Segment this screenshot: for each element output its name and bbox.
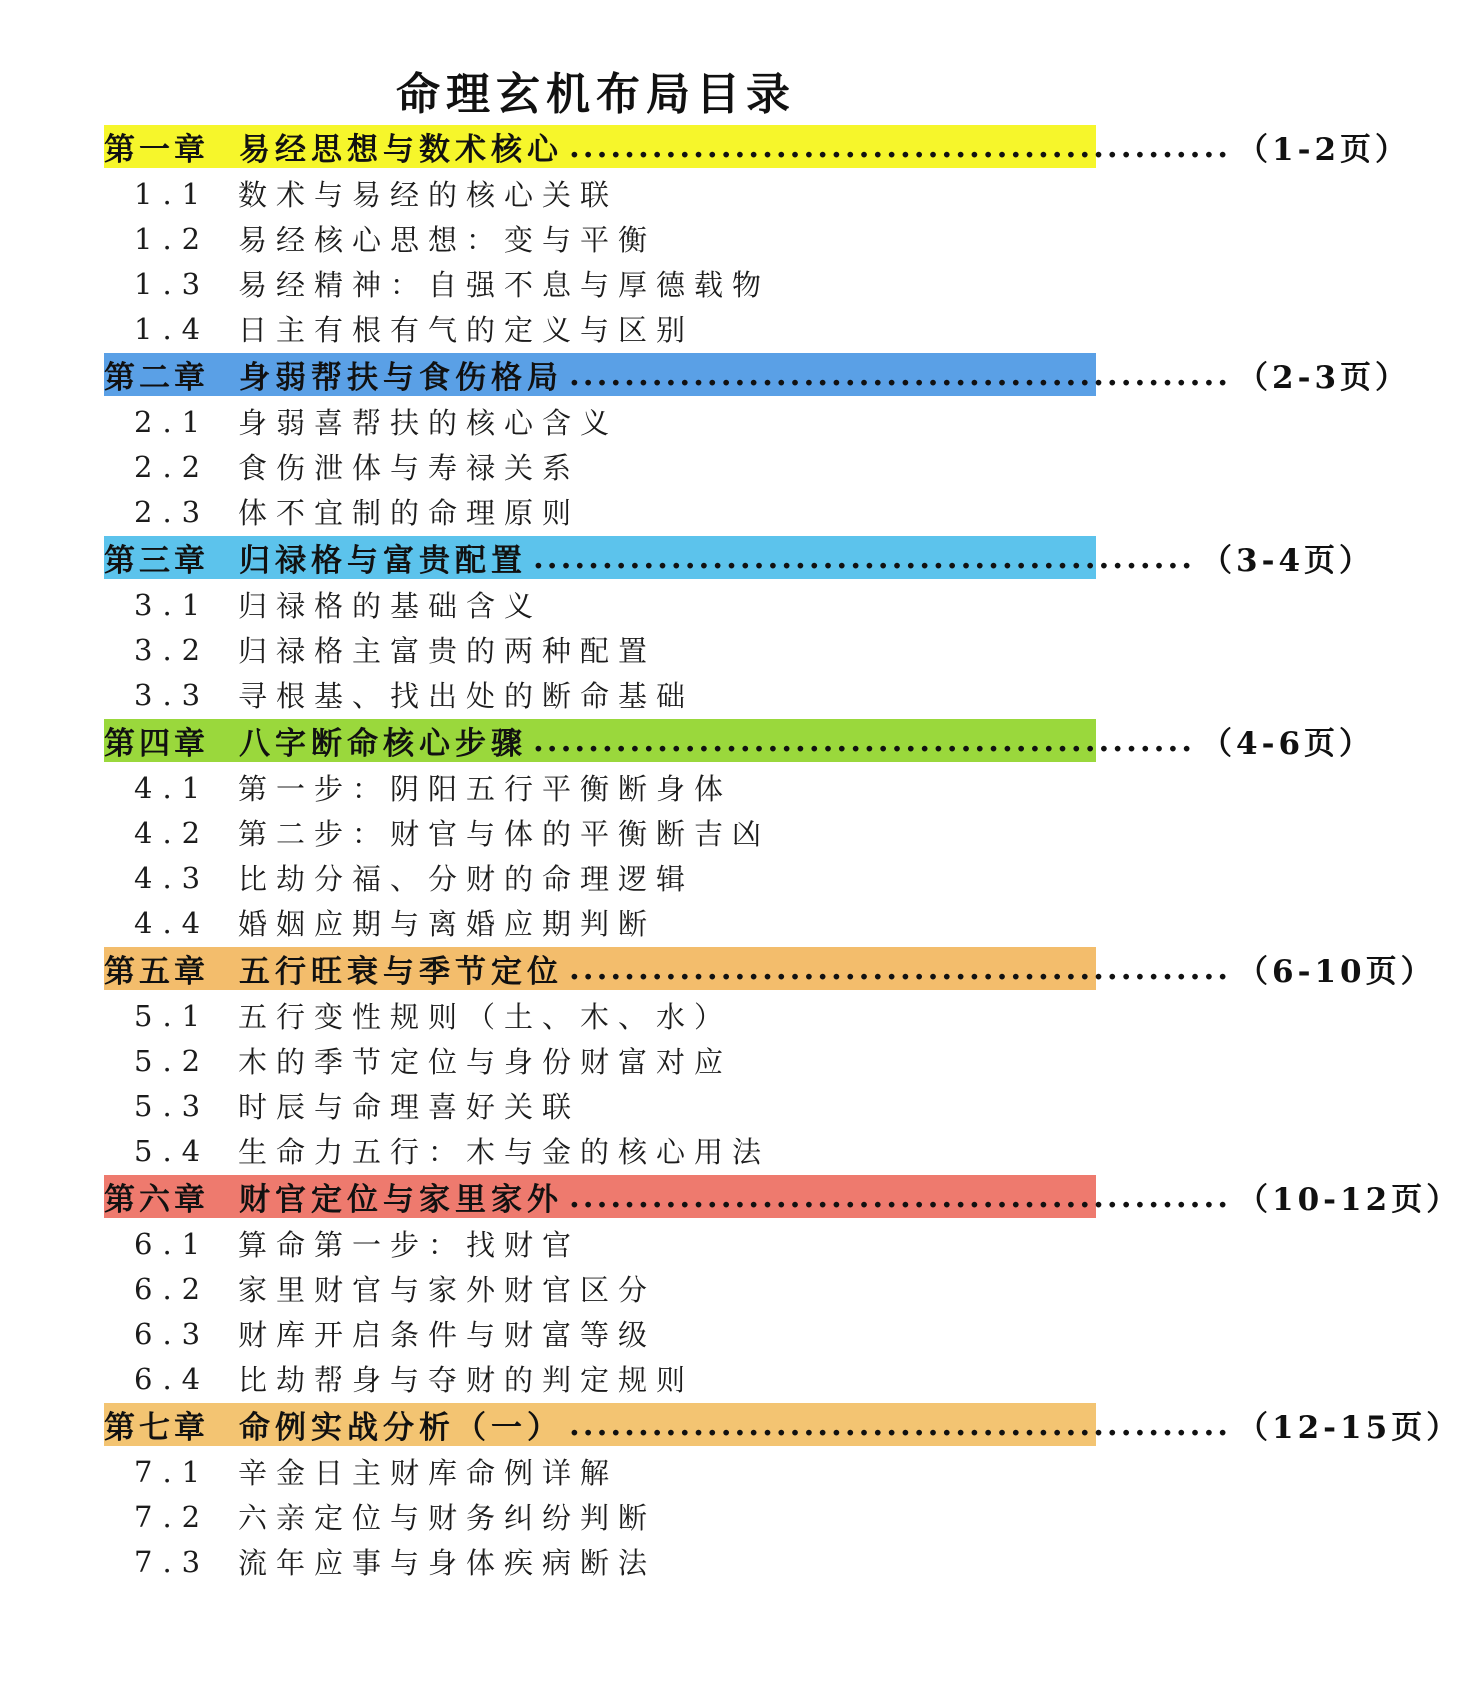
dot-leader: ................................................ [569, 1178, 1232, 1215]
section-number: 3.1 [134, 587, 211, 622]
section-item [104, 855, 1096, 900]
chapter-label: 第二章 [104, 360, 209, 396]
section-number: 1.1 [134, 176, 211, 211]
chapter-page-range: （12-15页） [1237, 1410, 1462, 1446]
section-item [104, 399, 1096, 444]
chapter-heading-bar [104, 536, 1375, 579]
chapter-title: 易经思想与数术核心 [239, 132, 563, 168]
section-number: 2.2 [134, 449, 211, 484]
section-title: 木的季节定位与身份财富对应 [238, 1045, 733, 1079]
table-of-contents [104, 125, 1462, 1586]
chapter [104, 719, 1375, 947]
chapter-label: 第六章 [104, 1182, 209, 1218]
chapter [104, 125, 1411, 353]
section-item [104, 444, 1096, 489]
section-title: 易经核心思想：变与平衡 [238, 223, 657, 257]
section-item [104, 627, 1096, 672]
section-item [104, 261, 1096, 306]
section-item [104, 306, 1096, 351]
chapter-page-range: （4-6页） [1201, 726, 1375, 762]
chapter [104, 1175, 1462, 1403]
chapter-heading-bar [104, 1403, 1462, 1446]
section-title: 算命第一步：找财官 [238, 1228, 581, 1262]
chapter-label: 第一章 [104, 132, 209, 168]
section-number: 1.2 [134, 221, 211, 256]
chapter-title: 财官定位与家里家外 [239, 1182, 563, 1218]
section-title: 食伤泄体与寿禄关系 [238, 451, 581, 485]
document-title: 命理玄机布局目录 [396, 69, 796, 120]
section-title: 身弱喜帮扶的核心含义 [238, 406, 619, 440]
chapter-heading-bar [104, 1175, 1462, 1218]
section-list [104, 396, 1096, 536]
section-item [104, 1494, 1096, 1539]
section-item [104, 171, 1096, 216]
chapter [104, 1403, 1462, 1586]
section-title: 财库开启条件与财富等级 [238, 1318, 657, 1352]
section-number: 4.3 [134, 860, 211, 895]
section-title: 时辰与命理喜好关联 [238, 1090, 581, 1124]
section-title: 归禄格主富贵的两种配置 [238, 634, 657, 668]
section-item [104, 900, 1096, 945]
section-number: 4.1 [134, 770, 211, 805]
dot-leader: ................................................ [533, 539, 1196, 576]
section-number: 3.3 [134, 677, 211, 712]
section-item [104, 1266, 1096, 1311]
section-list [104, 168, 1096, 353]
dot-leader: ................................................ [569, 128, 1232, 165]
section-item [104, 993, 1096, 1038]
section-title: 第一步：阴阳五行平衡断身体 [238, 772, 733, 806]
section-title: 日主有根有气的定义与区别 [238, 313, 695, 347]
chapter-heading-bar [104, 125, 1411, 168]
section-item [104, 582, 1096, 627]
section-number: 7.2 [134, 1499, 211, 1534]
section-list [104, 762, 1096, 947]
section-number: 3.2 [134, 632, 211, 667]
chapter-page-range: （2-3页） [1237, 360, 1411, 396]
section-title: 比劫分福、分财的命理逻辑 [238, 862, 695, 896]
section-number: 2.3 [134, 494, 211, 529]
section-title: 数术与易经的核心关联 [238, 178, 619, 212]
section-number: 5.3 [134, 1088, 211, 1123]
section-title: 比劫帮身与夺财的判定规则 [238, 1363, 695, 1397]
chapter-title: 命例实战分析（一） [239, 1410, 563, 1446]
chapter [104, 353, 1411, 536]
section-item [104, 1449, 1096, 1494]
section-number: 6.4 [134, 1361, 211, 1396]
section-number: 6.2 [134, 1271, 211, 1306]
section-title: 体不宜制的命理原则 [238, 496, 581, 530]
section-item [104, 489, 1096, 534]
section-title: 易经精神：自强不息与厚德载物 [238, 268, 771, 302]
section-number: 5.1 [134, 998, 211, 1033]
section-title: 归禄格的基础含义 [238, 589, 543, 623]
chapter-label: 第四章 [104, 726, 209, 762]
section-item [104, 1221, 1096, 1266]
chapter-label: 第三章 [104, 543, 209, 579]
dot-leader: ................................................ [569, 950, 1232, 987]
section-title: 六亲定位与财务纠纷判断 [238, 1501, 657, 1535]
dot-leader: ................................................ [569, 1406, 1232, 1443]
dot-leader: ................................................ [533, 722, 1196, 759]
section-list [104, 1218, 1096, 1403]
section-item [104, 672, 1096, 717]
section-list [104, 579, 1096, 719]
section-title: 生命力五行：木与金的核心用法 [238, 1135, 771, 1169]
dot-leader: ................................................ [569, 356, 1232, 393]
section-item [104, 1128, 1096, 1173]
section-title: 寻根基、找出处的断命基础 [238, 679, 695, 713]
chapter-label: 第七章 [104, 1410, 209, 1446]
chapter-page-range: （3-4页） [1201, 543, 1375, 579]
chapter [104, 947, 1436, 1175]
section-item [104, 765, 1096, 810]
section-item [104, 1083, 1096, 1128]
section-number: 2.1 [134, 404, 211, 439]
chapter [104, 536, 1375, 719]
section-item [104, 1038, 1096, 1083]
section-item [104, 1539, 1096, 1584]
chapter-title: 归禄格与富贵配置 [239, 543, 527, 579]
section-title: 五行变性规则（土、木、水） [238, 1000, 733, 1034]
chapter-heading-bar [104, 947, 1436, 990]
chapter-page-range: （6-10页） [1237, 954, 1436, 990]
section-list [104, 990, 1096, 1175]
section-title: 第二步：财官与体的平衡断吉凶 [238, 817, 771, 851]
section-item [104, 1356, 1096, 1401]
chapter-heading-bar [104, 719, 1375, 762]
section-number: 5.2 [134, 1043, 211, 1078]
section-item [104, 810, 1096, 855]
section-number: 4.2 [134, 815, 211, 850]
section-item [104, 1311, 1096, 1356]
section-title: 婚姻应期与离婚应期判断 [238, 907, 657, 941]
section-number: 5.4 [134, 1133, 211, 1168]
section-title: 辛金日主财库命例详解 [238, 1456, 619, 1490]
section-number: 1.3 [134, 266, 211, 301]
section-number: 6.3 [134, 1316, 211, 1351]
section-number: 1.4 [134, 311, 211, 346]
chapter-title: 八字断命核心步骤 [239, 726, 527, 762]
section-item [104, 216, 1096, 261]
section-number: 7.3 [134, 1544, 211, 1579]
section-title: 流年应事与身体疾病断法 [238, 1546, 657, 1580]
section-number: 7.1 [134, 1454, 211, 1489]
chapter-title: 五行旺衰与季节定位 [239, 954, 563, 990]
chapter-label: 第五章 [104, 954, 209, 990]
section-number: 6.1 [134, 1226, 211, 1261]
chapter-page-range: （10-12页） [1237, 1182, 1462, 1218]
chapter-heading-bar [104, 353, 1411, 396]
section-number: 4.4 [134, 905, 211, 940]
chapter-title: 身弱帮扶与食伤格局 [239, 360, 563, 396]
chapter-page-range: （1-2页） [1237, 132, 1411, 168]
section-list [104, 1446, 1096, 1586]
section-title: 家里财官与家外财官区分 [238, 1273, 657, 1307]
